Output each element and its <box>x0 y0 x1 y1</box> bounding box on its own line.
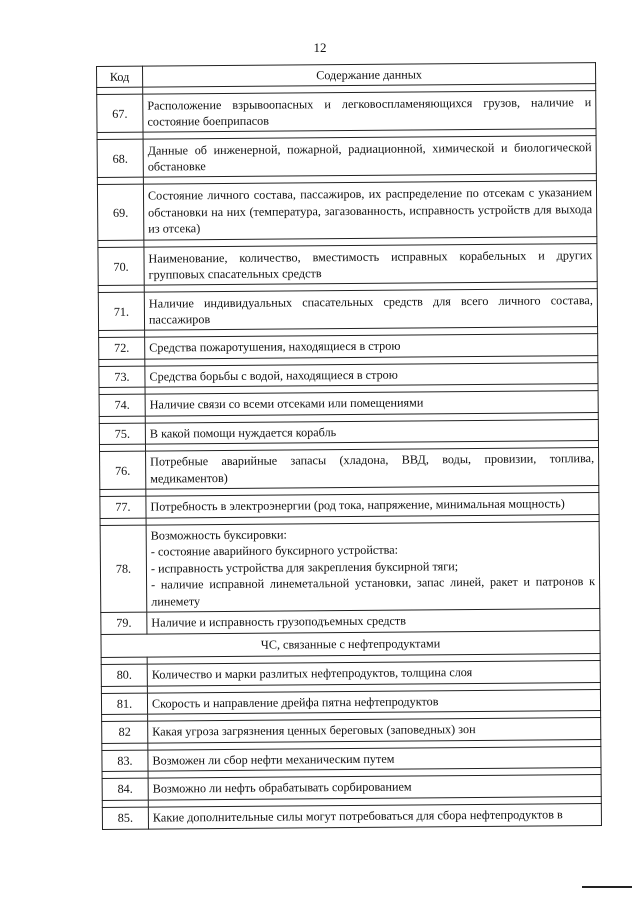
footer-rule <box>582 886 632 888</box>
table-row <box>97 136 596 178</box>
row-text: Наименование, количество, вместимость исправных корабельных и других групповых спасательных средств <box>144 244 597 286</box>
header-content: Содержание данных <box>143 63 596 88</box>
row-code: 80. <box>101 664 147 686</box>
row-code: 84. <box>102 778 148 800</box>
row-text: Средства борьбы с водой, находящиеся в строю <box>145 363 598 388</box>
row-text: Возможен ли сбор нефти механическим путем <box>148 746 601 771</box>
row-code: 76. <box>100 451 146 489</box>
page-number: 12 <box>313 40 327 55</box>
row-code: 78. <box>100 525 147 613</box>
row-text <box>146 521 600 612</box>
row-text: Наличие и исправность грузоподъемных средств <box>147 609 600 635</box>
row-text: Какая угроза загрязнения ценных береговых (заповедных) зон <box>148 718 601 743</box>
row-line: - наличие исправной линеметальной установки, запас линей, ракет и патронов к линемету <box>151 574 596 609</box>
row-code: 72. <box>99 338 145 360</box>
row-code: 70. <box>98 248 144 286</box>
row-text: Количество и марки разлитых нефтепродуктов, толщина слоя <box>147 661 600 686</box>
row-text: Данные об инженерной, пожарной, радиационной, химической и биологической обстановке <box>143 136 596 178</box>
row-code: 82 <box>102 721 148 743</box>
row-line: Возможность буксировки: <box>150 527 287 543</box>
row-text: Наличие индивидуальных спасательных средств для всего личного состава, пассажиров <box>144 289 597 331</box>
row-code: 85. <box>102 807 148 829</box>
row-line: - исправность устройства для закрепления буксирной тяги; <box>150 558 459 576</box>
row-code: 79. <box>101 612 147 634</box>
row-text: Какие дополнительные силы могут потребоваться для сбора нефтепродуктов в <box>148 803 601 829</box>
section-title: ЧС, связанные с нефтепродуктами <box>101 631 600 658</box>
table-row <box>97 181 596 241</box>
row-code: 67. <box>97 95 143 133</box>
row-text: Наличие связи со всеми отсеками или помещениями <box>145 391 598 416</box>
header-code: Код <box>97 66 143 88</box>
row-code: 81. <box>101 693 147 715</box>
table-row <box>100 521 600 612</box>
row-code: 68. <box>97 140 143 178</box>
row-text: Средства пожаротушения, находящиеся в строю <box>145 334 598 359</box>
data-table <box>96 62 602 829</box>
row-text: Возможно ли нефть обрабатывать сорбированием <box>148 775 601 800</box>
table-row <box>102 803 601 829</box>
row-text: В какой помощи нуждается корабль <box>145 419 598 444</box>
row-code: 77. <box>100 496 146 518</box>
row-code: 71. <box>98 293 144 331</box>
row-text: Потребные аварийные запасы (хладона, ВВД, воды, провизии, топлива, медикаментов) <box>146 448 599 490</box>
row-code: 73. <box>99 366 145 388</box>
table-row <box>97 91 596 133</box>
table-row <box>98 289 597 331</box>
row-code: 83. <box>102 750 148 772</box>
table-row <box>100 448 599 490</box>
row-text: Потребность в электроэнергии (род тока, напряжение, минимальная мощность) <box>146 493 599 518</box>
row-code: 75. <box>99 423 145 445</box>
row-text: Состояние личного состава, пассажиров, их распределение по отсекам с указанием обстановки на них (температура, загазованность, исправность устройств для выхода из отсека) <box>143 181 596 241</box>
row-line: - состояние аварийного буксирного устройства: <box>150 542 399 559</box>
row-code: 69. <box>97 185 143 241</box>
row-text: Скорость и направление дрейфа пятна нефтепродуктов <box>147 689 600 714</box>
row-code: 74. <box>99 395 145 417</box>
row-text: Расположение взрывоопасных и легковоспламеняющихся грузов, наличие и состояние боеприпасов <box>143 91 596 133</box>
table-row <box>98 244 597 286</box>
